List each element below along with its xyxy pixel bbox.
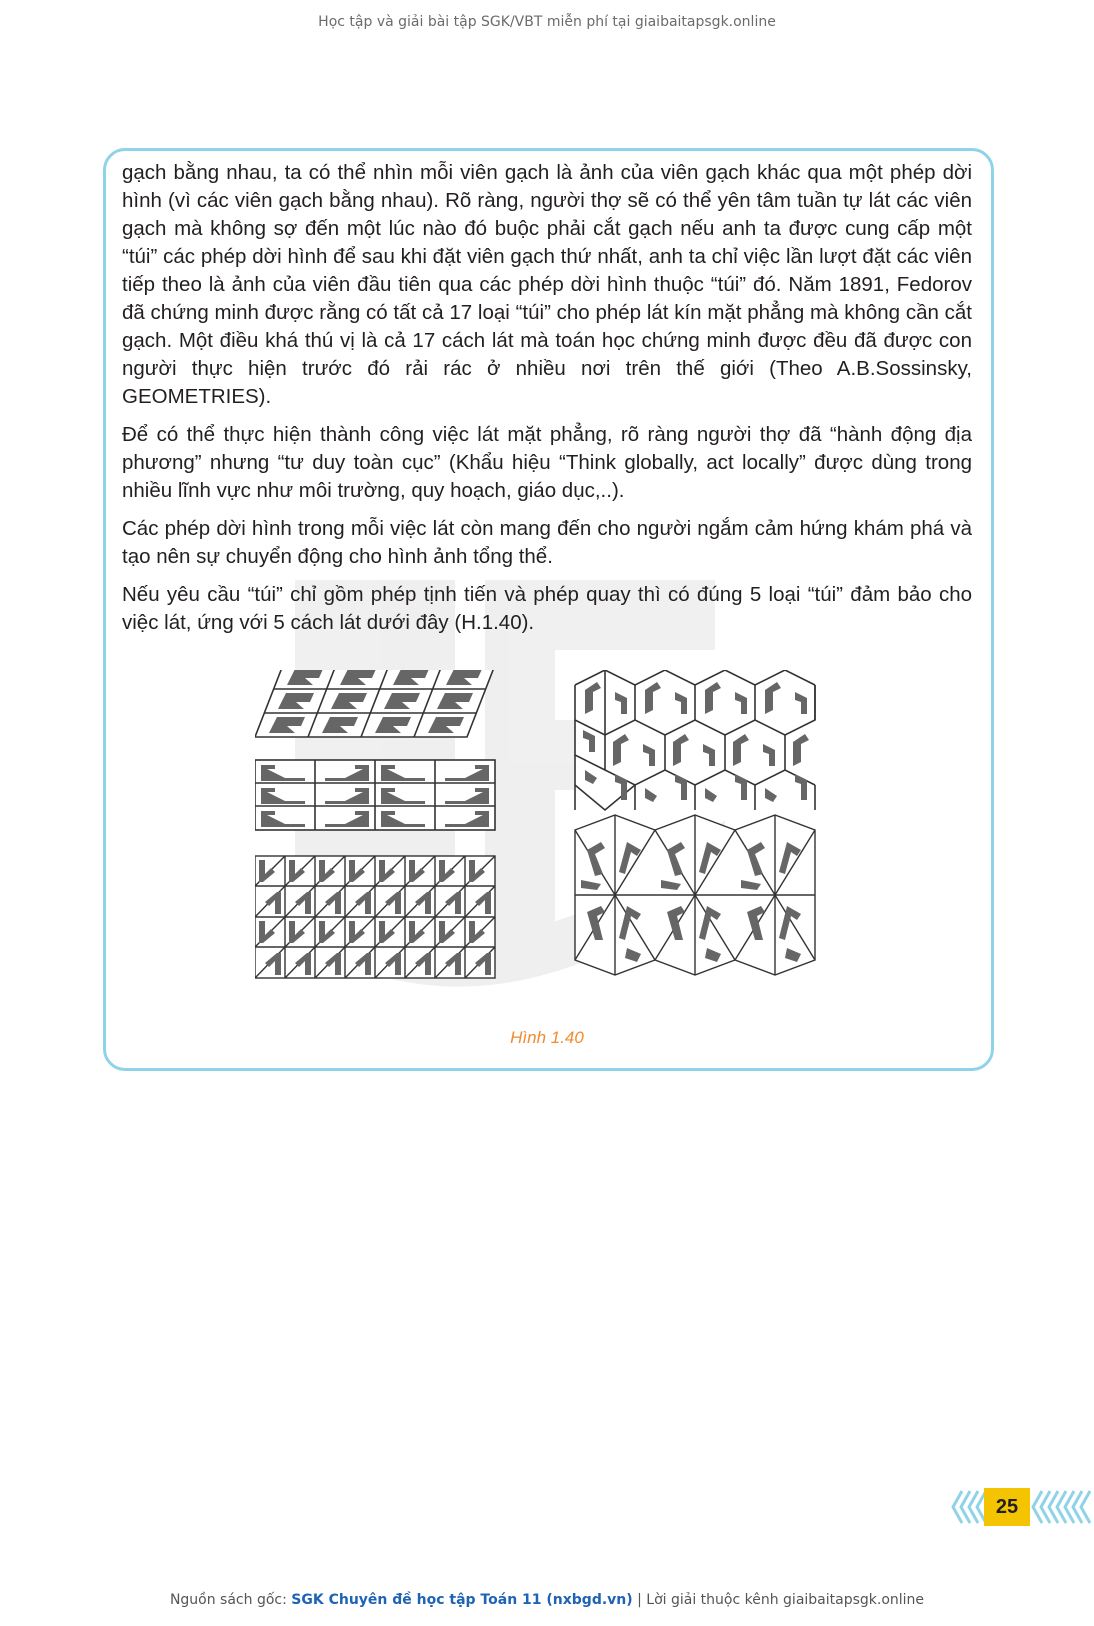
figure-caption: Hình 1.40 — [510, 1028, 584, 1047]
page-header: Học tập và giải bài tập SGK/VBT miễn phí tại giaibaitapsgk.online — [318, 14, 776, 30]
paragraph-2: Để có thể thực hiện thành công việc lát mặt phẳng, rõ ràng người thợ đã “hành động địa phương” nhưng “tư duy toàn cục” (Khẩu hiệu “Think globally, act locally” được dùng trong nhiều lĩnh vực như môi trường, quy hoạch, giáo dục,..). — [122, 423, 972, 502]
tiling-hexagon-stars — [575, 815, 815, 975]
footer-suffix: | Lời giải thuộc kênh giaibaitapsgk.online — [632, 1592, 925, 1608]
body-text — [122, 159, 972, 647]
tiling-square-diagonals — [255, 856, 495, 978]
tiling-rectangles — [255, 760, 495, 830]
page-number: 25 — [984, 1488, 1030, 1526]
page-footer — [0, 1592, 1094, 1608]
tiling-parallelogram — [255, 670, 495, 737]
footer-prefix: Nguồn sách gốc: — [169, 1592, 292, 1608]
paragraph-4: Nếu yêu cầu “túi” chỉ gồm phép tịnh tiến và phép quay thì có đúng 5 loại “túi” đảm bảo cho việc lát, ứng với 5 cách lát dưới đây (H.1.40). — [122, 583, 972, 634]
chevron-left-decoration-icon — [950, 1488, 986, 1526]
page-number-badge — [950, 1488, 1094, 1526]
footer-book-link[interactable]: SGK Chuyên đề học tập Toán 11 (nxbgd.vn) — [291, 1592, 633, 1608]
tiling-rhombus-cubes — [575, 670, 815, 810]
chevron-right-decoration-icon — [1030, 1488, 1094, 1526]
tiling-figures — [255, 670, 855, 1030]
paragraph-3: Các phép dời hình trong mỗi việc lát còn mang đến cho người ngắm cảm hứng khám phá và tạo nên sự chuyển động cho hình ảnh tổng thể. — [122, 517, 972, 568]
paragraph-1 — [122, 159, 972, 411]
paragraph-1-text: gạch bằng nhau, ta có thể nhìn mỗi viên gạch là ảnh của viên gạch khác qua một phép dời hình (vì các viên gạch bằng nhau). Rõ ràng, người thợ sẽ có thể yên tâm tuần tự lát các viên gạch mà không sợ đến một lúc nào đó buộc phải cắt gạch nếu anh ta được cung cấp một “túi” các phép dời hình để sau khi đặt viên gạch thứ nhất, anh ta chỉ việc lần lượt đặt các viên tiếp theo là ảnh của viên đầu tiên qua các phép dời hình thuộc “túi” đó. Năm 1891, Fedorov đã chứng minh được rằng có tất cả 17 loại “túi” cho phép lát kín mặt phẳng mà không cần cắt gạch. Một điều khá thú vị là cả 17 cách lát mà toán học chứng minh được đều đã được con người thực hiện trước đó rải rác ở nhiều nơi trên thế giới (Theo A.B.Sossinsky, GEOMETRIES). — [122, 161, 972, 408]
